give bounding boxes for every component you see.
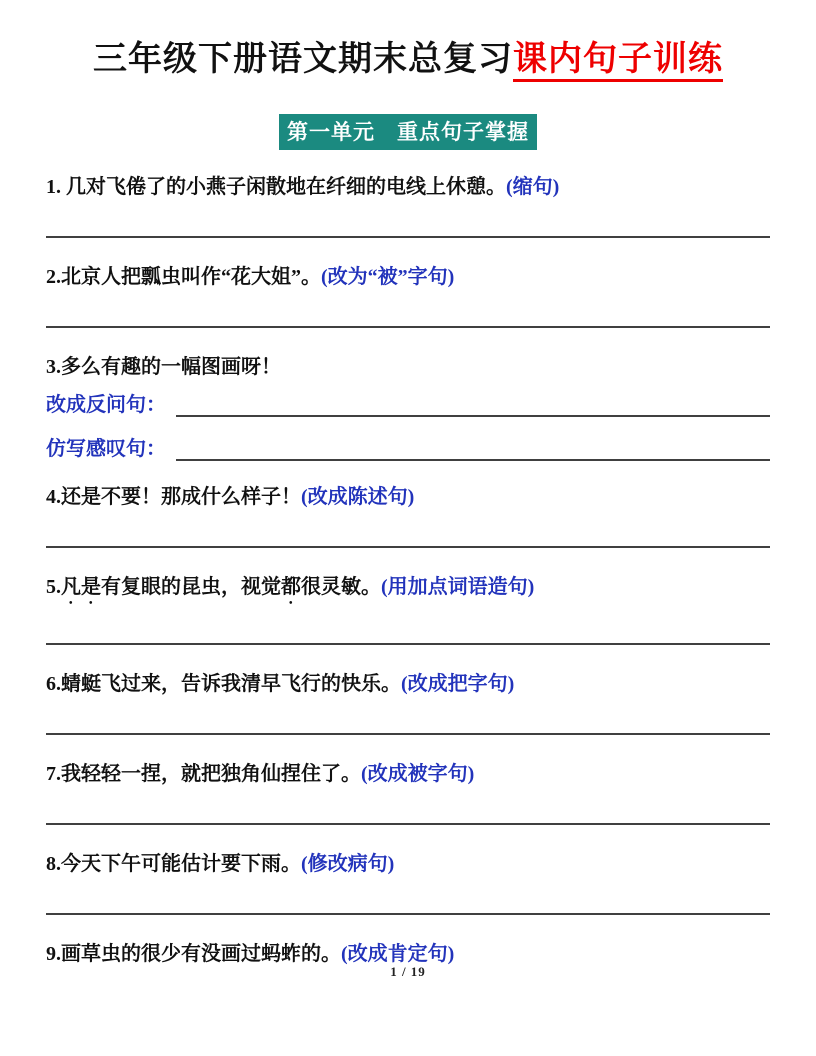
page-number: 1 / 19 [390, 964, 426, 979]
question-hint: (改成被字句) [361, 763, 475, 785]
question-sentence: 7.我轻轻一捏，就把独角仙捏住了。 [46, 763, 361, 785]
question-hint: (缩句) [506, 176, 560, 198]
question-sentence [46, 576, 381, 598]
question-hint: (修改病句) [301, 853, 395, 875]
page-title-highlight: 课内句子训练 [513, 41, 723, 82]
question-sentence: 1. 几对飞倦了的小燕子闲散地在纤细的电线上休憩。 [46, 176, 506, 198]
page-title-main: 三年级下册语文期末总复习 [93, 41, 513, 78]
sub-prompt-label: 改成反问句： [46, 394, 166, 416]
question-hint: (改成陈述句) [301, 486, 415, 508]
section-banner: 第一单元 重点句子掌握 [279, 114, 537, 150]
question-text [46, 172, 770, 202]
sub-prompt-label: 仿写感叹句： [46, 438, 166, 460]
question-sentence: 9.画草虫的很少有没画过蚂蚱的。 [46, 943, 341, 965]
question-4 [46, 482, 770, 548]
text-segment: 5. [46, 576, 61, 598]
answer-line [46, 236, 770, 238]
emphasized-word: 都 [281, 576, 301, 598]
text-segment: 有复眼的昆虫，视觉 [101, 576, 281, 598]
question-text [46, 482, 770, 512]
page-title [46, 36, 770, 84]
question-1 [46, 172, 770, 238]
section-banner-wrap [46, 114, 770, 150]
worksheet-content [0, 36, 816, 969]
answer-line [46, 643, 770, 645]
question-hint: (改成肯定句) [341, 943, 455, 965]
question-text [46, 352, 770, 382]
question-2 [46, 262, 770, 328]
emphasized-word: 凡是 [61, 576, 101, 598]
question-text [46, 759, 770, 789]
question-sentence: 2.北京人把瓢虫叫作“花大姐”。 [46, 266, 321, 288]
question-7 [46, 759, 770, 825]
question-6 [46, 669, 770, 735]
answer-line [46, 546, 770, 548]
question-text [46, 572, 770, 609]
question-3 [46, 352, 770, 464]
question-hint: (用加点词语造句) [381, 576, 535, 598]
answer-line [46, 823, 770, 825]
text-segment: 很灵敏。 [301, 576, 381, 598]
sub-prompt-row [46, 390, 770, 420]
question-text [46, 262, 770, 292]
question-5 [46, 572, 770, 645]
answer-line [46, 733, 770, 735]
question-text [46, 849, 770, 879]
answer-line [176, 459, 770, 461]
answer-line [46, 326, 770, 328]
answer-line [46, 913, 770, 915]
question-8 [46, 849, 770, 915]
sub-prompt-row [46, 434, 770, 464]
answer-line [176, 415, 770, 417]
question-hint: (改成把字句) [401, 673, 515, 695]
question-sentence: 4.还是不要！那成什么样子！ [46, 486, 301, 508]
question-sentence: 8.今天下午可能估计要下雨。 [46, 853, 301, 875]
question-text [46, 669, 770, 699]
question-hint: (改为“被”字句) [321, 266, 455, 288]
question-sentence: 6.蜻蜓飞过来，告诉我清早飞行的快乐。 [46, 673, 401, 695]
question-sentence: 3.多么有趣的一幅图画呀！ [46, 356, 281, 378]
